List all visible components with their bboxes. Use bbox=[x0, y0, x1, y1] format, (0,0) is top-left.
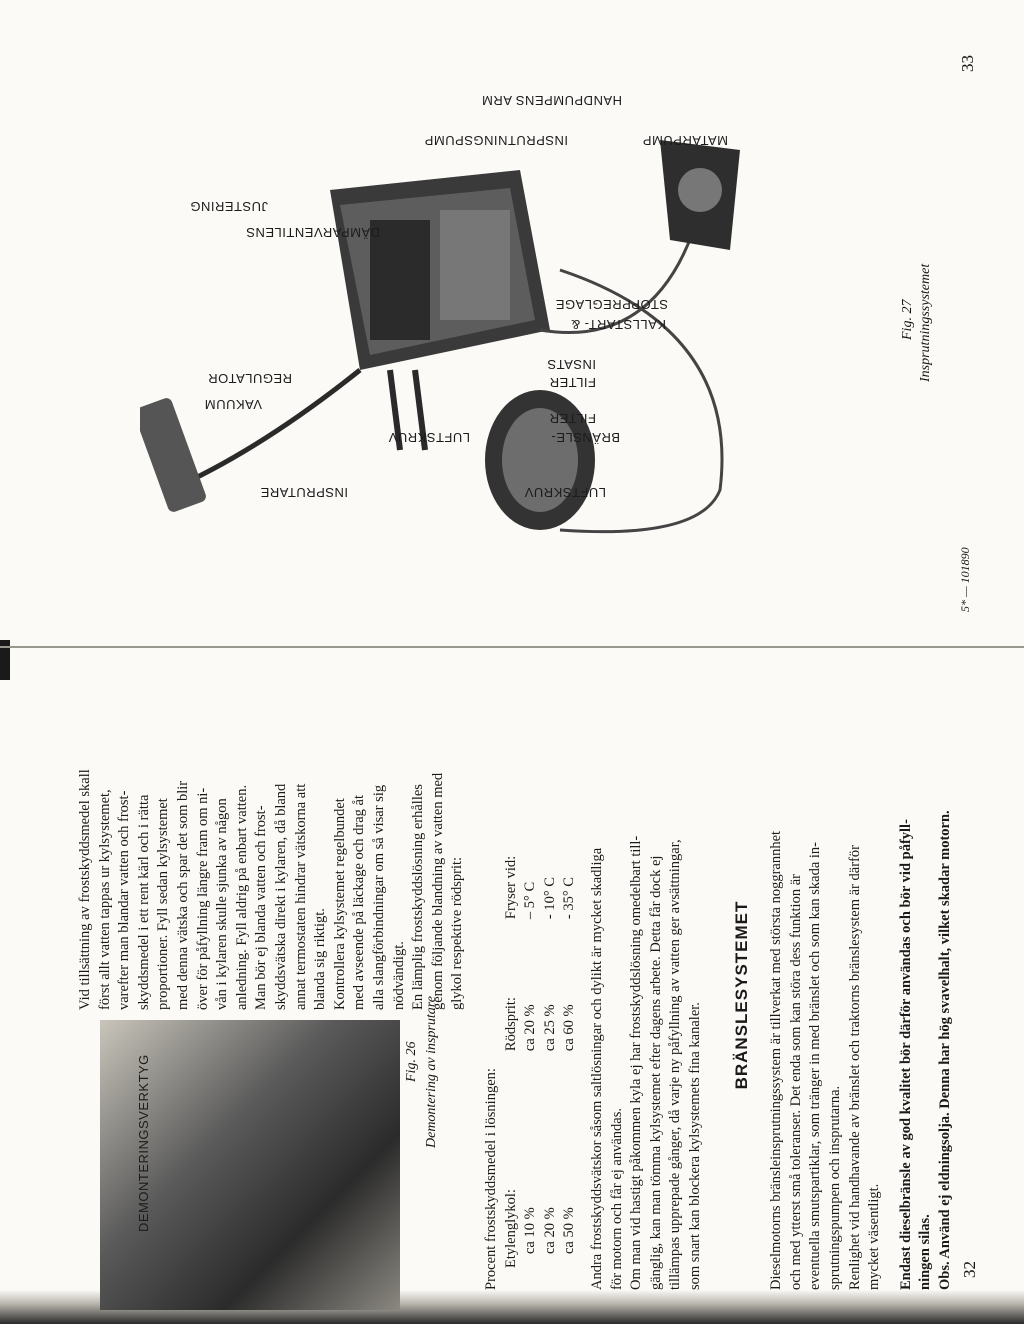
coolant-line: varefter man blandar vatten och frost- bbox=[116, 790, 133, 1010]
label-filter-2: FILTER bbox=[549, 375, 596, 390]
coolant-line: proportioner. Fyll sedan kylsystemet bbox=[155, 798, 172, 1010]
coolant-line: blanda sig riktigt. bbox=[312, 908, 329, 1010]
section-line: och med ytterst små toleranser. Det enda som kan störa dess funktion är bbox=[787, 874, 804, 1290]
footer-code: 5* — 101890 bbox=[958, 547, 972, 612]
cell: ca 50 % bbox=[561, 1207, 578, 1254]
coolant-line: Kontrollera kylsystemet regelbundet bbox=[331, 798, 348, 1010]
bold-note: Obs. Använd ej eldningsolja. Denna har hög svavelhalt, vilket skadar motorn. bbox=[936, 810, 953, 1290]
coolant-line: anledning. Fyll aldrig på enbart vatten. bbox=[233, 784, 250, 1010]
coolant-line: skyddsvätska direkt i kylaren, då bland bbox=[272, 783, 289, 1010]
after-table-line: Om man vid hastigt påkommen kyla ej har frostskyddslösning omedelbart till- bbox=[628, 835, 645, 1290]
label-regulator: REGULATOR bbox=[207, 371, 292, 386]
cell: ca 25 % bbox=[541, 1004, 558, 1052]
coolant-line: med denna vätska och spar det som blir bbox=[174, 780, 191, 1010]
after-table-line: Andra frostskyddsvätskor såsom saltlösningar och dylikt är mycket skadliga bbox=[588, 847, 605, 1290]
coolant-line: vån i kylaren skulle sjunka av någon bbox=[214, 798, 231, 1010]
cell: - 10° C bbox=[541, 877, 558, 920]
label-bransle: BRÄNSLE- bbox=[550, 430, 620, 445]
table-header-row bbox=[502, 838, 522, 1268]
after-table-line: som snart kan blockera kylsystemets fina kanaler. bbox=[686, 1002, 703, 1290]
coolant-line: Man bör ej blanda vatten och frost- bbox=[253, 805, 270, 1010]
label-damparventilens: DÄMPARVENTILENS bbox=[245, 225, 380, 240]
page-number-33: 33 bbox=[958, 55, 977, 72]
after-table-line: för motorn och får ej användas. bbox=[608, 1108, 625, 1290]
page-fold-line bbox=[0, 646, 1024, 648]
coolant-line: annat termostaten hindrar vätskorna att bbox=[292, 783, 309, 1010]
cell: ca 10 % bbox=[522, 1207, 539, 1254]
label-insats: INSATS bbox=[547, 357, 596, 372]
cell: ca 20 % bbox=[522, 1004, 539, 1052]
header-etylenglykol: Etylenglykol: bbox=[502, 1189, 519, 1268]
fuel-section bbox=[482, 700, 955, 1290]
coolant-line: En lämplig frostskyddslösning erhålles bbox=[410, 784, 427, 1010]
coolant-line: genom följande blandning av vatten med bbox=[429, 772, 446, 1010]
label-demonteringsverktyg: DEMONTERINGSVERKTYG bbox=[136, 1054, 151, 1232]
page-number-32: 32 bbox=[960, 1261, 979, 1278]
label-kallstart: KALLSTART- & bbox=[570, 317, 666, 332]
section-line: Renlighet vid handhavande av bränslet och traktorns bränslesystem är därför bbox=[846, 845, 863, 1290]
cell: – 5° C bbox=[522, 881, 539, 920]
label-luftskruv-bottom: LUFTSKRUV bbox=[524, 485, 606, 500]
label-filter-1: FILTER bbox=[549, 411, 596, 426]
bold-note: Endast dieselbränsle av god kvalitet bör därför användas och bör vid påfyll- bbox=[897, 819, 914, 1290]
procent-intro: Procent frostskyddsmedel i lösningen: bbox=[483, 1068, 499, 1290]
table-row bbox=[521, 838, 541, 1268]
label-justering: JUSTERING bbox=[189, 199, 268, 214]
cell: - 35° C bbox=[561, 877, 578, 920]
header-fryser: Fryser vid: bbox=[502, 855, 519, 920]
coolant-line: nödvändigt. bbox=[390, 941, 407, 1010]
coolant-line: alla slangförbindningar om så visar sig bbox=[370, 784, 387, 1010]
label-insprutningspump: INSPRUTNINGSPUMP bbox=[424, 133, 568, 148]
antifreeze-table bbox=[502, 838, 580, 1268]
coolant-line: med avseende på läckage och drag åt bbox=[351, 795, 368, 1010]
section-line: eventuella smutspartiklar, som tränger in med bränslet och som kan skada in- bbox=[807, 842, 824, 1290]
after-table-line: gänglig, kan man tömma kylsystemet efter dagens arbete. Detta får dock ej bbox=[647, 855, 664, 1290]
label-insprutare: INSPRUTARE bbox=[260, 485, 348, 500]
coolant-line: över för påfyllning längre fram om ni- bbox=[194, 787, 211, 1010]
coolant-line: först allt vatten tappas ur kylsystemet, bbox=[96, 789, 113, 1010]
section-heading: BRÄNSLESYSTEMET bbox=[731, 900, 751, 1090]
bold-note: ningen silas. bbox=[917, 1214, 934, 1290]
coolant-line: skyddsmedel i ett rent kärl och i rätta bbox=[135, 794, 152, 1010]
table-row bbox=[560, 838, 580, 1268]
figure-26-title: Demontering av insprutare bbox=[424, 996, 439, 1148]
section-line: Dieselmotorns bränsleinsprutningssystem är tillverkat med största noggrannhet bbox=[768, 830, 785, 1290]
coolant-paragraph-column bbox=[76, 660, 468, 1010]
label-luftskruv-top: LUFTSKRUV bbox=[388, 430, 470, 445]
table-row bbox=[541, 838, 561, 1268]
label-matarpump: MATARPUMP bbox=[642, 133, 728, 148]
label-handpumpens-arm: HANDPUMPENS ARM bbox=[481, 93, 622, 108]
label-stoppreglage: STOPPREGLAGE bbox=[555, 297, 668, 312]
figure-27-title: Insprutningssystemet bbox=[918, 263, 933, 382]
coolant-line: glykol respektive rödsprit: bbox=[449, 856, 466, 1010]
cell: ca 60 % bbox=[561, 1004, 578, 1052]
label-vakuum: VAKUUM bbox=[204, 397, 262, 412]
figure-26-number: Fig. 26 bbox=[404, 1041, 419, 1082]
cell: ca 20 % bbox=[541, 1207, 558, 1254]
section-line: sprutningspumpen och insprutarna. bbox=[826, 1085, 843, 1290]
coolant-line: Vid tillsättning av frostskyddsmedel skall bbox=[77, 769, 93, 1010]
after-table-line: tillämpas upprepade gånger, då varje ny påfyllning av vatten ger avsättningar, bbox=[667, 839, 684, 1290]
figure-27-number: Fig. 27 bbox=[900, 299, 915, 340]
section-line: mycket väsentligt. bbox=[866, 1183, 883, 1290]
header-rodsprit: Rödsprit: bbox=[502, 997, 519, 1052]
